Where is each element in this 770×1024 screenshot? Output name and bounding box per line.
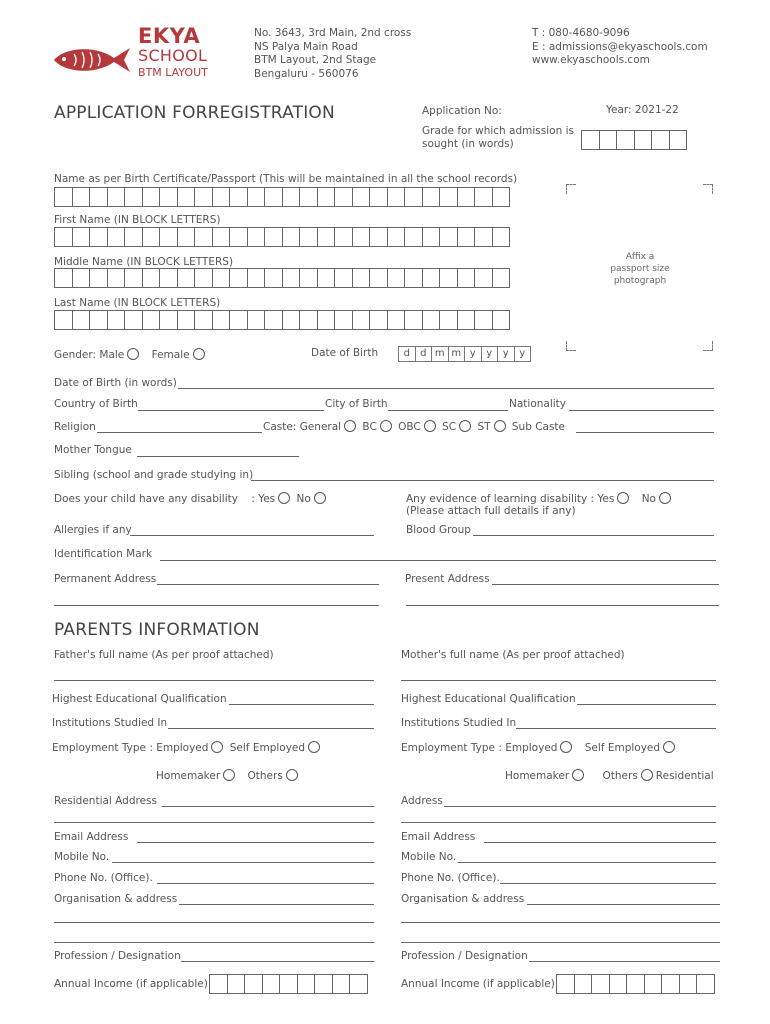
- country-field[interactable]: [138, 410, 324, 411]
- mother-self-employed-label: Self Employed: [584, 742, 661, 754]
- middle-name-label: Middle Name (IN BLOCK LETTERS): [54, 256, 234, 268]
- mother-profession-field[interactable]: [529, 961, 720, 962]
- contact-phone: T : 080-4680-9096: [532, 27, 630, 39]
- name-birth-label: Name as per Birth Certificate/Passport (This will be maintained in all the school records): [54, 173, 518, 185]
- disability-row: [54, 492, 329, 505]
- grade-label: Grade for which admission is sought (in words): [422, 125, 574, 150]
- mother-income-boxes[interactable]: [556, 974, 714, 994]
- gender-row: [54, 348, 208, 361]
- school-contact: [532, 27, 708, 68]
- st-radio[interactable]: [494, 420, 506, 432]
- mother-mobile-label: Mobile No.: [401, 851, 457, 863]
- logo-school: SCHOOL: [138, 46, 208, 65]
- religion-label: Religion: [54, 421, 96, 433]
- mother-qualification-label: Highest Educational Qualification: [401, 693, 576, 705]
- father-residential-address-field[interactable]: [162, 806, 374, 807]
- dob-words-field[interactable]: [178, 388, 714, 389]
- father-employed-label: Employment Type : Employed: [52, 742, 209, 754]
- father-phone-label: Phone No. (Office).: [54, 872, 153, 884]
- dob-boxes[interactable]: d d m m y y y y: [398, 346, 530, 362]
- mother-institutions-field[interactable]: [516, 728, 716, 729]
- mother-profession-label: Profession / Designation: [401, 950, 528, 962]
- mother-mobile-field[interactable]: [458, 862, 716, 863]
- father-homemaker-label: Homemaker: [156, 770, 221, 782]
- learning-note: (Please attach full details if any): [406, 505, 576, 517]
- mother-self-employed-radio[interactable]: [663, 741, 675, 753]
- mother-tongue-label: Mother Tongue: [54, 444, 132, 456]
- identification-label: Identification Mark: [54, 548, 153, 560]
- disability-label: Does your child have any disability: [54, 493, 238, 505]
- mother-organisation-field-2[interactable]: [401, 922, 720, 923]
- identification-field[interactable]: [160, 560, 716, 561]
- father-employment-row: [52, 741, 323, 754]
- middle-name-boxes[interactable]: [54, 268, 509, 288]
- mother-address-field-2[interactable]: [401, 822, 716, 823]
- subcaste-field[interactable]: [576, 432, 714, 433]
- obc-radio[interactable]: [424, 420, 436, 432]
- father-profession-field[interactable]: [181, 961, 374, 962]
- mother-qualification-field[interactable]: [577, 704, 716, 705]
- father-employed-radio[interactable]: [211, 741, 223, 753]
- photo-corner-br: [703, 341, 713, 351]
- mother-phone-label: Phone No. (Office).: [401, 872, 500, 884]
- caste-row: [263, 420, 565, 433]
- photo-corner-bl: [566, 341, 576, 351]
- male-radio[interactable]: [127, 348, 139, 360]
- mother-others-label: Others: [602, 770, 638, 782]
- mother-employed-label: Employment Type : Employed: [401, 742, 558, 754]
- learning-no-radio[interactable]: [659, 492, 671, 504]
- mother-email-label: Email Address: [401, 831, 476, 843]
- disability-no-label: No: [296, 493, 311, 505]
- father-income-boxes[interactable]: [209, 974, 367, 994]
- address-line: NS Palya Main Road: [254, 40, 358, 53]
- learning-label: Any evidence of learning disability : Yes: [406, 493, 615, 505]
- bc-label: BC: [362, 421, 377, 433]
- present-address-field-2[interactable]: [406, 605, 719, 606]
- sibling-label: Sibling (school and grade studying in): [54, 469, 254, 481]
- photo-label: Affix a passport size photograph: [610, 252, 670, 286]
- mother-name-label: Mother's full name (As per proof attached): [401, 649, 625, 661]
- father-email-field[interactable]: [137, 842, 374, 843]
- mother-employed-radio[interactable]: [560, 741, 572, 753]
- logo-ekya: EKYA: [138, 24, 201, 48]
- school-address: [254, 27, 411, 81]
- father-phone-field[interactable]: [157, 883, 374, 884]
- mother-homemaker-label: Homemaker: [505, 770, 570, 782]
- religion-field[interactable]: [97, 432, 262, 433]
- learning-row: [406, 492, 674, 505]
- father-email-label: Email Address: [54, 831, 129, 843]
- mother-email-field[interactable]: [484, 842, 716, 843]
- mother-name-field[interactable]: [401, 680, 716, 681]
- year-label: Year: 2021-22: [606, 104, 679, 116]
- mother-institutions-label: Institutions Studied In: [401, 717, 517, 729]
- mother-residential-label: Residential: [655, 770, 714, 782]
- city-label: City of Birth: [325, 398, 388, 410]
- gender-label: Gender: Male: [54, 349, 125, 361]
- father-homemaker-radio[interactable]: [223, 769, 235, 781]
- mother-organisation-field-3[interactable]: [401, 942, 720, 943]
- permanent-address-label: Permanent Address: [54, 573, 157, 585]
- learning-yes-radio[interactable]: [617, 492, 629, 504]
- allergies-field[interactable]: [130, 535, 374, 536]
- female-label: Female: [151, 349, 190, 361]
- father-institutions-field[interactable]: [168, 728, 374, 729]
- father-income-label: Annual Income (if applicable): [54, 978, 208, 990]
- learning-no-label: No: [641, 493, 656, 505]
- blood-group-field[interactable]: [473, 535, 714, 536]
- father-profession-label: Profession / Designation: [54, 950, 181, 962]
- fish-icon: [52, 44, 132, 76]
- father-others-label: Others: [247, 770, 283, 782]
- mother-homemaker-row: [505, 769, 714, 782]
- mother-income-label: Annual Income (if applicable): [401, 978, 555, 990]
- mother-address-label: Address: [401, 795, 443, 807]
- father-institutions-label: Institutions Studied In: [52, 717, 168, 729]
- sc-label: SC: [442, 421, 457, 433]
- father-self-employed-label: Self Employed: [229, 742, 306, 754]
- father-name-field[interactable]: [54, 680, 374, 681]
- nationality-label: Nationality: [509, 398, 567, 410]
- general-radio[interactable]: [344, 420, 356, 432]
- caste-label: Caste: General: [263, 421, 342, 433]
- permanent-address-field[interactable]: [157, 584, 379, 585]
- sibling-field[interactable]: [251, 480, 714, 481]
- mother-tongue-field[interactable]: [137, 456, 299, 457]
- last-name-boxes[interactable]: [54, 310, 509, 330]
- disability-yes-label: : Yes: [251, 493, 276, 505]
- mother-phone-field[interactable]: [500, 883, 716, 884]
- first-name-boxes[interactable]: [54, 227, 509, 247]
- disability-yes-radio[interactable]: [278, 492, 290, 504]
- father-qualification-field[interactable]: [229, 704, 374, 705]
- first-name-label: First Name (IN BLOCK LETTERS): [54, 214, 221, 226]
- mother-employment-row: [401, 741, 678, 754]
- contact-website: www.ekyaschools.com: [532, 54, 650, 66]
- father-residential-address-field-2[interactable]: [54, 822, 374, 823]
- country-label: Country of Birth: [54, 398, 138, 410]
- last-name-label: Last Name (IN BLOCK LETTERS): [54, 297, 221, 309]
- father-organisation-field-3[interactable]: [54, 942, 374, 943]
- address-line: BTM Layout, 2nd Stage: [254, 54, 377, 66]
- present-address-label: Present Address: [405, 573, 490, 585]
- disability-no-radio[interactable]: [314, 492, 326, 504]
- sc-radio[interactable]: [459, 420, 471, 432]
- nationality-field[interactable]: [569, 410, 714, 411]
- logo-btm: BTM LAYOUT: [138, 66, 208, 79]
- mother-address-field[interactable]: [444, 806, 716, 807]
- mother-organisation-label: Organisation & address: [401, 893, 525, 905]
- present-address-field[interactable]: [492, 584, 719, 585]
- form-title: APPLICATION FORREGISTRATION: [54, 103, 335, 123]
- grade-boxes[interactable]: [581, 130, 686, 150]
- female-radio[interactable]: [193, 348, 205, 360]
- parents-section-title: PARENTS INFORMATION: [54, 620, 260, 640]
- father-residential-address-label: Residential Address: [54, 795, 157, 807]
- blood-group-label: Blood Group: [406, 524, 471, 536]
- father-organisation-field[interactable]: [179, 904, 374, 905]
- dob-label: Date of Birth: [311, 347, 379, 359]
- photo-corner-tl: [566, 184, 576, 194]
- subcaste-label: Sub Caste: [511, 421, 566, 433]
- dob-words-label: Date of Birth (in words): [54, 377, 177, 389]
- mother-organisation-field[interactable]: [527, 904, 720, 905]
- application-no-label: Application No:: [422, 105, 502, 117]
- address-line: Bengaluru - 560076: [254, 67, 359, 80]
- father-mobile-label: Mobile No.: [54, 851, 110, 863]
- mother-homemaker-radio[interactable]: [572, 769, 584, 781]
- contact-email: E : admissions@ekyaschools.com: [532, 40, 708, 53]
- allergies-label: Allergies if any: [54, 524, 132, 536]
- bc-radio[interactable]: [380, 420, 392, 432]
- permanent-address-field-2[interactable]: [54, 605, 379, 606]
- father-name-label: Father's full name (As per proof attached): [54, 649, 274, 661]
- father-self-employed-radio[interactable]: [308, 741, 320, 753]
- mother-others-radio[interactable]: [641, 769, 653, 781]
- father-organisation-label: Organisation & address: [54, 893, 178, 905]
- father-organisation-field-2[interactable]: [54, 922, 374, 923]
- photo-corner-tr: [703, 184, 713, 194]
- father-others-radio[interactable]: [286, 769, 298, 781]
- birth-name-boxes[interactable]: [54, 187, 509, 207]
- city-field[interactable]: [388, 410, 508, 411]
- st-label: ST: [477, 421, 491, 433]
- address-line: No. 3643, 3rd Main, 2nd cross: [254, 27, 412, 39]
- father-mobile-field[interactable]: [112, 862, 374, 863]
- father-homemaker-row: [156, 769, 301, 782]
- father-qualification-label: Highest Educational Qualification: [52, 693, 227, 705]
- obc-label: OBC: [398, 421, 421, 433]
